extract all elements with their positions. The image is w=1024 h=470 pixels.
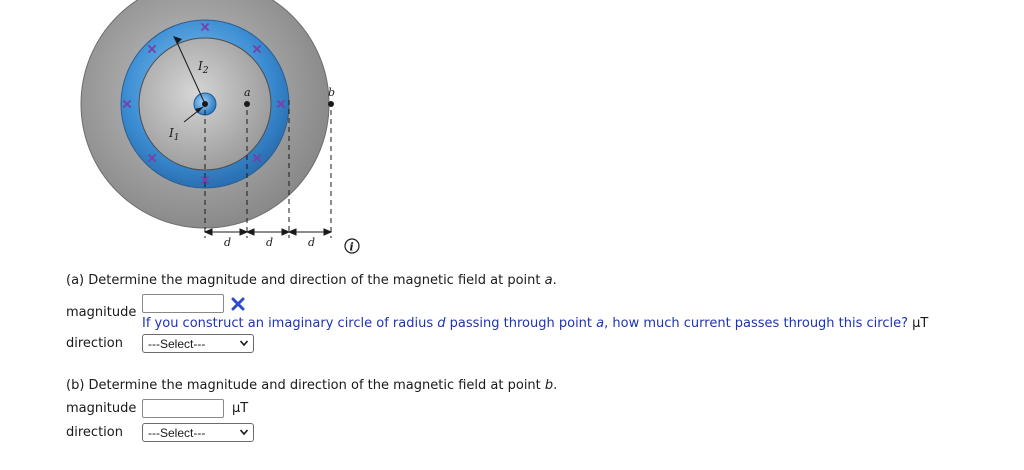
question-b: (b) Determine the magnitude and direction of the magnetic field at point b. — [66, 378, 558, 393]
label-i1: $I_1$ — [169, 126, 180, 143]
question-a: (a) Determine the magnitude and direction of the magnetic field at point a. — [66, 273, 557, 288]
label-b: b — [328, 86, 336, 99]
svg-text:i: i — [349, 240, 354, 254]
chevron-down-icon — [239, 427, 249, 437]
distance-markers — [205, 229, 331, 235]
direction-select-b[interactable] — [142, 423, 254, 442]
label-i2: $I_2$ — [198, 59, 209, 76]
coaxial-cable-figure — [0, 0, 380, 262]
unit-a: μT — [912, 316, 929, 331]
magnitude-label-a: magnitude — [66, 305, 137, 320]
point-a — [244, 101, 250, 107]
label-d-2: d — [266, 236, 274, 249]
direction-label-b: direction — [66, 425, 123, 440]
label-a: a — [244, 86, 251, 99]
label-d-1: d — [224, 236, 232, 249]
direction-label-a: direction — [66, 336, 123, 351]
info-icon[interactable] — [345, 239, 359, 254]
hint-text-a: If you construct an imaginary circle of radius d passing through point a, how much current passes through this circle? μT — [142, 316, 929, 331]
chevron-down-icon — [239, 338, 249, 348]
direction-select-a[interactable] — [142, 334, 254, 353]
wrong-x-icon — [231, 297, 245, 311]
label-d-3: d — [308, 236, 316, 249]
magnitude-input-a[interactable] — [142, 294, 224, 313]
unit-b: μT — [232, 401, 249, 416]
direction-select-b-value: ---Select--- — [148, 425, 206, 440]
point-b — [328, 101, 334, 107]
direction-select-a-value: ---Select--- — [148, 336, 206, 351]
magnitude-input-b[interactable] — [142, 399, 224, 418]
magnitude-label-b: magnitude — [66, 401, 137, 416]
